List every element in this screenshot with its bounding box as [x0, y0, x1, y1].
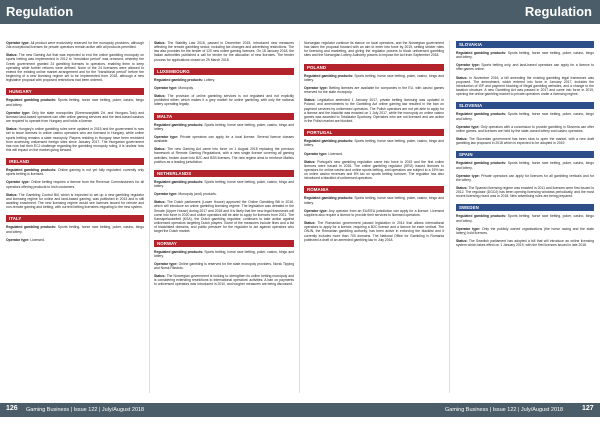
- paragraph-text: Sports betting, horse race betting, poker, casino, bingo and lottery.: [304, 139, 444, 148]
- country-heading: PORTUGAL: [304, 129, 444, 136]
- body-paragraph: [154, 86, 294, 90]
- paragraph-text: Any operator from an EU/EEA jurisdiction can apply for a licence. Licensed suppliers also require a licence to provide their services to licensed operators.: [304, 208, 444, 217]
- body-paragraph: [456, 174, 594, 182]
- body-paragraph: [6, 41, 144, 49]
- paragraph-text: The Swedish parliament has adopted a bill that will introduce an online licensing system which takes effect on 1 January 2019, with the first licences issued in late 2018.: [456, 239, 594, 248]
- paragraph-text: The Spanish licensing regime was enacted in 2011 and licences were first issued in 2012. The regulator (DGOJ) has been opening licensing windows periodically, and the most recent licensing round was in 2018. New advertising rules are being prepared.: [456, 185, 594, 199]
- paragraph-lead: Operator type:: [154, 261, 178, 266]
- body-paragraph: [6, 111, 144, 123]
- text-column-3: [304, 41, 444, 246]
- paragraph-text: Lottery.: [203, 77, 215, 82]
- country-heading: SLOVENIA: [456, 102, 594, 109]
- body-paragraph: [6, 168, 144, 176]
- paragraph-text: Sports betting, horse race betting, poker, casino, bingo and lottery.: [154, 249, 294, 258]
- paragraph-lead: Regulated gambling products:: [6, 98, 57, 103]
- paragraph-text: Betting licenses are available for companies in the EU, with casino games reserved for the state monopoly.: [304, 85, 444, 95]
- paragraph-lead: Regulated gambling products:: [6, 168, 57, 173]
- paragraph-text: Only the state monopolies (Szerencsejáték Zrt. and Hungaro-Toto) and licensed land-based operators can offer online gaming services and the land-based casinos are required to operate from Hungary and holds a license.: [6, 110, 144, 124]
- paragraph-text: Sports betting, horse race betting, poker, casino, bingo and lottery.: [456, 214, 595, 223]
- paragraph-lead: Operator type:: [6, 237, 30, 242]
- country-heading: ROMANIA: [304, 186, 444, 193]
- paragraph-lead: Regulated gambling products:: [456, 112, 507, 117]
- left-page-title: Regulation: [6, 4, 74, 19]
- body-paragraph: [456, 125, 594, 133]
- body-paragraph: [456, 112, 594, 120]
- country-heading: ITALY: [6, 215, 144, 222]
- paragraph-lead: Status:: [154, 200, 166, 205]
- column-divider: [449, 41, 450, 393]
- paragraph-lead: Operator type:: [304, 151, 328, 156]
- body-paragraph: [304, 209, 444, 217]
- paragraph-lead: Status:: [154, 147, 166, 152]
- paragraph-text: Licensed.: [30, 237, 45, 242]
- paragraph-lead: Operator type:: [456, 63, 480, 68]
- paragraph-text: Only operators with a concession to provide gambling in Slovenia can offer online games, and licences are held by the state-owned lottery and casino operators.: [456, 124, 594, 133]
- country-heading: SWEDEN: [456, 204, 594, 211]
- paragraph-text: The new Gaming Act came into force on 1 August 2018 replacing the previous framework of Remote Gaming Regulations, with a new single licence covering all gaming activities, broken down into B2C and B2B licenses. The new regime aims to reinforce Malta's position as a leading jurisdiction.: [154, 147, 294, 164]
- paragraph-lead: Regulated gambling products:: [456, 161, 507, 166]
- paragraph-text: The provision of online gambling services is not regulated and not explicitly prohibited either, which makes it a grey market for online gambling, with only the national lottery operating legally.: [154, 94, 294, 107]
- paragraph-text: Online betting requires a license from the Revenue Commissioners for all operators offering products to Irish customers.: [6, 180, 144, 189]
- body-paragraph: [304, 221, 444, 242]
- country-heading: NETHERLANDS: [154, 170, 294, 177]
- paragraph-text: The Gambling Control Bill, which is expected to set up a new gambling regulator and licensing regime for online and land-based gaming, was published in 2013 and is still awaiting enactment. The new licensing regime would see licenses issued for remote and non-remote gaming and betting, with current betting licensees migrating to the new system.: [6, 192, 144, 210]
- body-paragraph: [154, 135, 294, 143]
- country-heading: POLAND: [304, 64, 444, 71]
- country-heading: MALTA: [154, 113, 294, 120]
- body-paragraph: [6, 238, 144, 242]
- paragraph-lead: Status:: [154, 94, 166, 99]
- text-column-2: [154, 41, 294, 291]
- body-paragraph: [456, 76, 594, 97]
- body-paragraph: [456, 161, 594, 169]
- left-publication-info: Gaming Business | Issue 122 | July/August 2018: [26, 406, 145, 413]
- body-paragraph: [304, 152, 444, 156]
- paragraph-text: In November 2016, a bill amending the existing gambling legal framework was proposed. The amendment, which entered into force in January 2017, includes the introduction of ISP and payment blocking of illegal gambling websites, and a change to the taxation structure. A new Gambling Act was passed in 2017 and came into force in 2019, opening the online gambling market to private operators under a licensing regime.: [456, 75, 594, 97]
- paragraph-lead: Status:: [304, 221, 316, 226]
- paragraph-lead: Operator type:: [6, 41, 30, 45]
- paragraph-text: Sports betting, horse race betting, poker, casino, bingo and lottery.: [456, 112, 595, 121]
- paragraph-text: The Norwegian government is looking to strengthen its online betting monopoly and is considering extending restrictions to international operators' activities. A ban on payments to unlicensed operators was introduced in 2010, and tougher measures are being discussed.: [154, 274, 294, 287]
- body-paragraph: [304, 86, 444, 94]
- paragraph-lead: Status:: [6, 127, 18, 132]
- paragraph-text: Norwegian regulator continue its stance on local operators, and the Norwegian government has taken the proposal forward with an aim to enter into force by 2019, setting stricter rules for licensing and marketing, and giving the regulator powers to block unlicensed gambling sites and the Norwegian Lottery Authority powers to impose the Act from September 2018.: [304, 41, 444, 58]
- body-paragraph: [6, 225, 144, 233]
- paragraph-text: Legislation amended 1 January 2017, private betting licensing was updated in Poland, and amendments to the Gambling Act online gaming law resulted in the ban on payment services by unlicensed operators. The Polish operators are not yet able to apply for a license and the blacklist was enacted on 1 July 2017, while the monopoly on online casino games was awarded to Totalizator Sportowy. Operators who are not licensed and are active in the Polish market are blocked.: [304, 98, 444, 124]
- body-paragraph: [456, 227, 594, 235]
- paragraph-lead: Status:: [6, 53, 18, 58]
- footer-bar: [0, 403, 600, 417]
- paragraph-lead: Operator type:: [304, 208, 328, 213]
- paragraph-text: Licensed.: [328, 151, 343, 156]
- body-paragraph: [456, 137, 594, 145]
- body-paragraph: [304, 160, 444, 181]
- paragraph-lead: Regulated gambling products:: [6, 225, 57, 230]
- paragraph-lead: Regulated gambling products:: [304, 73, 354, 78]
- body-paragraph: [154, 41, 294, 62]
- paragraph-lead: Operator type:: [154, 192, 178, 197]
- body-paragraph: [304, 41, 444, 58]
- paragraph-text: The Dutch parliament (Lower House) approved the Online Gambling Bill in 2016, which will introduce an online gambling licensing regime. The legislation was debated in the Senate (Upper House) during 2017 and 2018 and it is likely that the new legal framework will come into force in 2020 and online operators will be able to apply for licences from 2021. The Kansspelautoriteit (KSA), the Dutch gambling regulator, continues to take action against unlicensed operators targeting Dutch players. Some of the measures include fines and a list of blacklisted domains, and public pressure for the regulator to act against operators who target the Dutch market.: [154, 200, 294, 234]
- paragraph-lead: Status:: [456, 185, 468, 190]
- left-page-number: 126: [6, 405, 18, 412]
- paragraph-text: Sports betting, horse race betting, poker, casino, bingo and lottery.: [6, 98, 145, 107]
- paragraph-lead: Regulated gambling products:: [456, 214, 507, 219]
- paragraph-text: Sports betting, horse race betting, poker, casino, bingo and lottery.: [6, 225, 145, 234]
- paragraph-lead: Regulated gambling products:: [154, 249, 204, 254]
- right-page-number: 127: [582, 405, 594, 412]
- text-column-4: [456, 41, 594, 251]
- paragraph-lead: Regulated gambling products:: [304, 139, 354, 144]
- body-paragraph: [154, 274, 294, 286]
- body-paragraph: [304, 196, 444, 204]
- body-paragraph: [304, 74, 444, 82]
- body-paragraph: [456, 63, 594, 71]
- body-paragraph: [304, 139, 444, 147]
- body-paragraph: [154, 180, 294, 188]
- gutter-divider: [299, 41, 300, 393]
- paragraph-lead: Operator type:: [154, 85, 178, 90]
- text-column-1: [6, 41, 144, 246]
- right-page-title: Regulation: [524, 4, 592, 19]
- paragraph-text: Sports betting, horse race betting, poker, casino, bingo and lottery.: [456, 51, 595, 60]
- body-paragraph: [154, 94, 294, 106]
- paragraph-lead: Regulated gambling products:: [154, 77, 203, 82]
- body-paragraph: [456, 214, 594, 222]
- body-paragraph: [6, 98, 144, 106]
- paragraph-lead: Status:: [304, 98, 316, 103]
- paragraph-text: Sports betting, horse race betting, poker, casino, bingo and lottery.: [304, 196, 444, 205]
- paragraph-text: All product were exclusively reserved for the monopoly providers, although 2ds exceptional licenses for private operators remain active with all products permitted.: [6, 41, 144, 50]
- paragraph-lead: Status:: [6, 192, 18, 197]
- paragraph-text: Online gaming is not yet fully regulated; currently only sports betting is licensed.: [6, 168, 144, 177]
- country-heading: LUXEMBOURG: [154, 68, 294, 75]
- country-heading: IRELAND: [6, 158, 144, 165]
- body-paragraph: [154, 123, 294, 131]
- paragraph-text: Online gambling is reserved for the state monopoly providers, Norsk Tipping and Norsk Rikstoto.: [154, 261, 294, 270]
- paragraph-lead: Operator type:: [154, 134, 179, 139]
- paragraph-lead: Status:: [456, 75, 468, 80]
- paragraph-text: Sports betting, horse race betting, poker, casino, bingo and lottery.: [456, 161, 595, 170]
- paragraph-lead: Operator type:: [456, 226, 481, 231]
- body-paragraph: [456, 239, 594, 247]
- country-heading: SPAIN: [456, 151, 594, 158]
- body-paragraph: [154, 78, 294, 82]
- column-divider: [149, 41, 150, 393]
- paragraph-text: Hungary's online gambling rules were updated in 2015 and the government is now set to issue licenses to online casino operators who are licensed in Hungary, while online sports betting remains a state monopoly. Players residing in Hungary have been restricted from accessing unlicensed foreign sites since January 2017. The Hungarian government has now lost their ECJ challenge regarding the gambling monopoly ruling, it is unclear how this will impact on the market going forward.: [6, 127, 144, 152]
- paragraph-lead: Status:: [304, 159, 316, 164]
- paragraph-lead: Status:: [154, 41, 166, 45]
- paragraph-lead: Operator type:: [6, 180, 30, 185]
- right-publication-info: Gaming Business | Issue 122 | July/August 2018: [445, 406, 564, 413]
- body-paragraph: [456, 51, 594, 59]
- country-heading: SLOVAKIA: [456, 41, 594, 48]
- paragraph-text: Monopoly (and) products.: [178, 192, 217, 197]
- paragraph-lead: Operator type:: [304, 85, 328, 90]
- country-heading: HUNGARY: [6, 88, 144, 95]
- paragraph-text: Sports betting, horse race betting, poker, casino, bingo and lottery.: [304, 73, 444, 82]
- paragraph-lead: Operator type:: [456, 124, 480, 129]
- paragraph-text: Sports betting only, and land-based operators can apply for a licence to offer games online.: [456, 63, 594, 72]
- paragraph-text: Only the publicly owned organisations (the horse racing and the state lottery) hold licences.: [456, 226, 594, 235]
- body-paragraph: [304, 98, 444, 123]
- header-bar: [0, 0, 600, 24]
- country-heading: NORWAY: [154, 240, 294, 247]
- paragraph-text: Sports betting, horse race betting, poker, casino, bingo and lottery.: [154, 122, 294, 131]
- paragraph-text: Private operators can apply for a local license. Several licence classes available.: [154, 134, 294, 144]
- body-paragraph: [154, 200, 294, 233]
- paragraph-lead: Regulated gambling products:: [456, 51, 507, 55]
- body-paragraph: [6, 53, 144, 82]
- body-paragraph: [6, 180, 144, 188]
- paragraph-lead: Operator type:: [456, 173, 480, 178]
- body-paragraph: [456, 186, 594, 198]
- paragraph-lead: Status:: [456, 137, 468, 142]
- paragraph-lead: Status:: [456, 239, 468, 244]
- body-paragraph: [154, 147, 294, 164]
- body-paragraph: [6, 193, 144, 210]
- paragraph-lead: Regulated gambling products:: [154, 122, 204, 127]
- paragraph-text: Portugal's new gambling regulation came into force in 2015 and the first online licences were issued in 2016. The online gambling regulator (SRIJ) issued licences to operators for online casino and online sports betting, and operators are subject to a 15% tax on online casino revenues and 8% tax on sports betting turnover. The regulator has also introduced a blacklist of unlicensed operators.: [304, 159, 444, 181]
- body-paragraph: [154, 250, 294, 258]
- paragraph-lead: Regulated gambling products:: [154, 179, 204, 184]
- body-paragraph: [154, 192, 294, 196]
- paragraph-lead: Regulated gambling products:: [304, 196, 354, 201]
- paragraph-text: The Romanian government passed legislation in 2014 that allows international operators to apply for a licence, requiring a B2C licence and a licence for each vertical. The ONJN, the Romanian gambling authority, has been active in enforcing the blacklist and it currently includes more than 700 domains. The National Office for Gambling in Romania published a draft of an amended gambling law in July 2018.: [304, 221, 444, 242]
- paragraph-text: The new Gaming Act that was expected to end the online gambling monopoly on sports betting was implemented in 2012 to "emulation period" was removed, whereby the Greek government granted 24 gambling licenses to operators, enabling them to keep operating while further reforms were defined. None of the 24 licensees were allowed to extend the existing online market arrangement and for the "transitional period" before the beginning of a new licensing regime set to be implemented from 2018, although a new legislative proposal with proposed restrictions had been ordered.: [6, 53, 144, 83]
- paragraph-lead: Status:: [154, 274, 166, 279]
- paragraph-lead: Operator type:: [6, 110, 31, 115]
- body-paragraph: [6, 127, 144, 152]
- paragraph-text: The Slovenian government has been slow to open the market, with a new draft gambling law proposed in 2018 which is expected to be adopted in 2019.: [456, 137, 594, 146]
- paragraph-text: The Stability Law 2016, passed in December 2015, introduced new measures affecting the remote gambling sector, including tax changes and advertising restrictions. The law also provides for the tender of 120 new online gaming licenses. On 18 January 2018, the Italian authorities published a call for tender for the allocation of new licenses. The tender process for applications closed on 29 March 2018.: [154, 41, 294, 62]
- paragraph-text: Private operators can apply for licences for all gambling verticals and for the lottery.: [456, 173, 594, 182]
- paragraph-text: Monopoly.: [178, 85, 194, 90]
- paragraph-text: Sports betting, horse race betting, poker, casino, bingo and lottery.: [154, 179, 294, 188]
- body-paragraph: [154, 262, 294, 270]
